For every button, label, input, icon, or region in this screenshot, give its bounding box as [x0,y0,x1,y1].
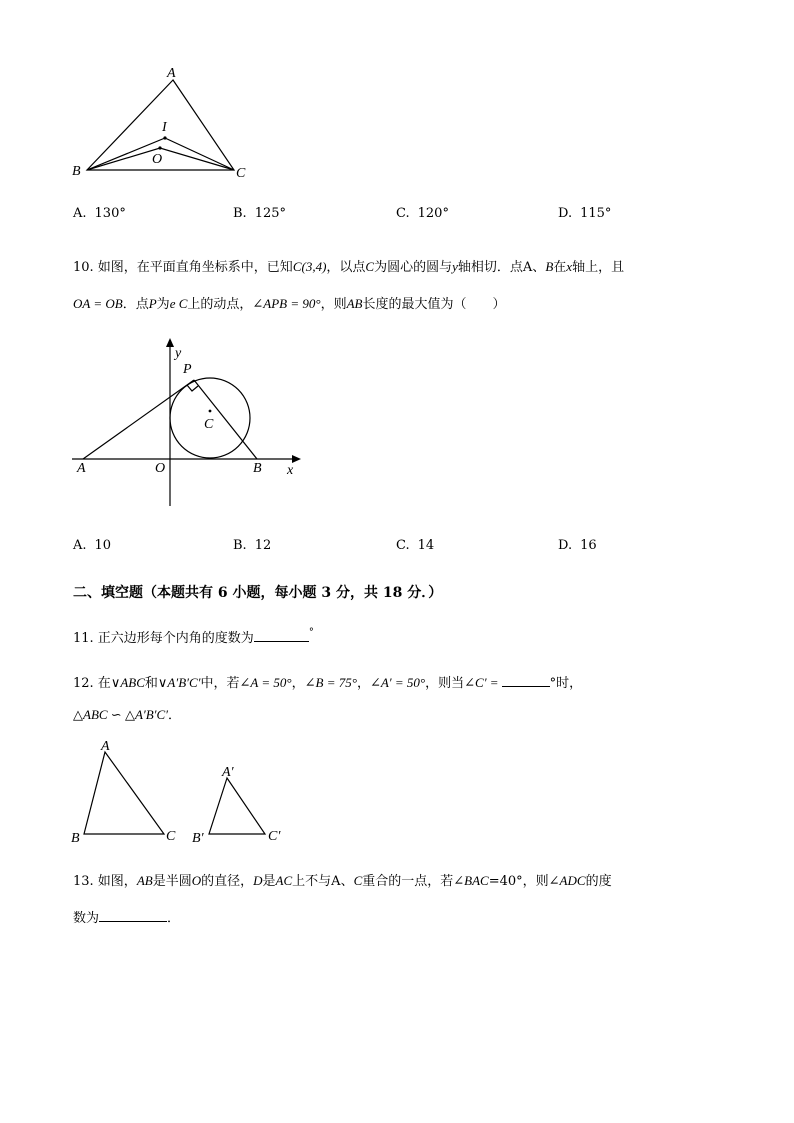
text: 轴相切．点 [457,260,523,275]
triangle-a2b2c2 [209,778,265,834]
option-value: 120° [417,206,449,221]
text: ，以点 [326,260,366,275]
option-value: 14 [417,538,435,553]
option-key: A. [73,538,87,553]
math: B [545,259,554,274]
math: ∠ADC [548,873,586,888]
triangle-abc [84,752,164,834]
text: 中，若 [200,676,240,691]
text: A [522,260,533,275]
section-heading: 二、填空题（本题共有 6 小题，每小题 3 分，共 18 分．） [73,585,443,601]
text: 的直径， [201,874,254,889]
text: A [331,874,341,889]
math: C [365,259,375,274]
math: O [191,873,202,888]
text: 长度的最大值为（ ） [362,297,506,312]
label-p: P [183,362,192,377]
label-o: O [152,152,163,167]
math: OA = OB [73,296,123,311]
math: x [566,259,573,274]
label-a: A [77,461,86,476]
text: 和 [144,676,158,691]
text: ， [356,676,370,691]
option-key: C. [396,538,410,553]
option-value: 125° [254,206,287,221]
text: 重合的一点，若 [362,874,454,889]
option-key: B. [233,538,247,553]
text: 10. 如图，在平面直角坐标系中，已知 [73,260,293,275]
math: C(3,4) [292,259,327,274]
text: =40°，则 [488,874,549,889]
math: ∨ABC [110,675,145,690]
math: ∠C′ = [464,675,499,690]
math: D [253,873,263,888]
label-c: C [204,417,214,432]
option-value: 12 [254,538,272,553]
label-c-prime: C′ [268,829,281,844]
text: ，则当 [425,676,465,691]
option-key: A. [73,206,87,221]
option-value: 130° [94,206,126,221]
option-key: B. [233,206,247,221]
text: °时， [549,676,583,691]
math: ∨A′B′C′ [157,675,201,690]
text: 是半圆 [152,874,192,889]
text: 为 [156,297,170,312]
math: AB [136,873,153,888]
label-y: y [175,346,182,361]
text: 13. 如图， [73,874,137,889]
option-key: D. [558,538,573,553]
label-o: O [155,461,166,476]
math: ∠APB = 90° [252,296,321,311]
text: 上的动点， [187,297,253,312]
q13-line-2 [73,907,180,926]
label-b: B [72,164,81,179]
text: ， [291,676,305,691]
text: 、 [340,874,354,889]
text: ，则 [320,297,347,312]
text: 的度 [585,874,612,889]
label-a: A [167,66,176,81]
option-value: 10 [94,538,112,553]
math: ∠A = 50° [239,675,292,690]
math: e C [169,296,188,311]
option-key: C. [396,206,410,221]
math: P [148,296,157,311]
label-b: B [253,461,262,476]
option-value: 16 [580,538,597,553]
q13-line-1 [73,870,612,889]
label-c: C [166,829,176,844]
text: 、 [532,260,546,275]
label-c: C [236,166,246,181]
math: AC [275,873,293,888]
math: ∠BAC [453,873,489,888]
text: 轴上，且 [572,260,625,275]
math: C [353,873,363,888]
label-i: I [162,120,167,135]
math: ∠A′ = 50° [369,675,426,690]
text: ．点 [122,297,149,312]
q11-suffix: ° [308,627,314,638]
label-x: x [287,463,294,478]
text: ． [168,708,182,723]
text: 在 [553,260,567,275]
text: 12. 在 [73,676,111,691]
math: y [452,259,458,274]
text: 上不与 [292,874,332,889]
label-b: B [71,831,80,846]
text: 数为 [73,911,100,926]
label-a: A [101,739,110,754]
option-value: 115° [580,206,612,221]
text: 是 [262,874,276,889]
text: ． [167,911,181,926]
math: AB [346,296,363,311]
label-b-prime: B′ [192,831,204,846]
math: △ABC ∽ △A′B′C′ [73,707,169,722]
text: 为圆心的圆与 [374,260,453,275]
q13-answer-blank[interactable] [99,909,167,922]
option-key: D. [558,206,573,221]
label-a-prime: A′ [222,765,234,780]
math: ∠B = 75° [304,675,357,690]
q11-text: 11. 正六边形每个内角的度数为 [73,631,254,646]
